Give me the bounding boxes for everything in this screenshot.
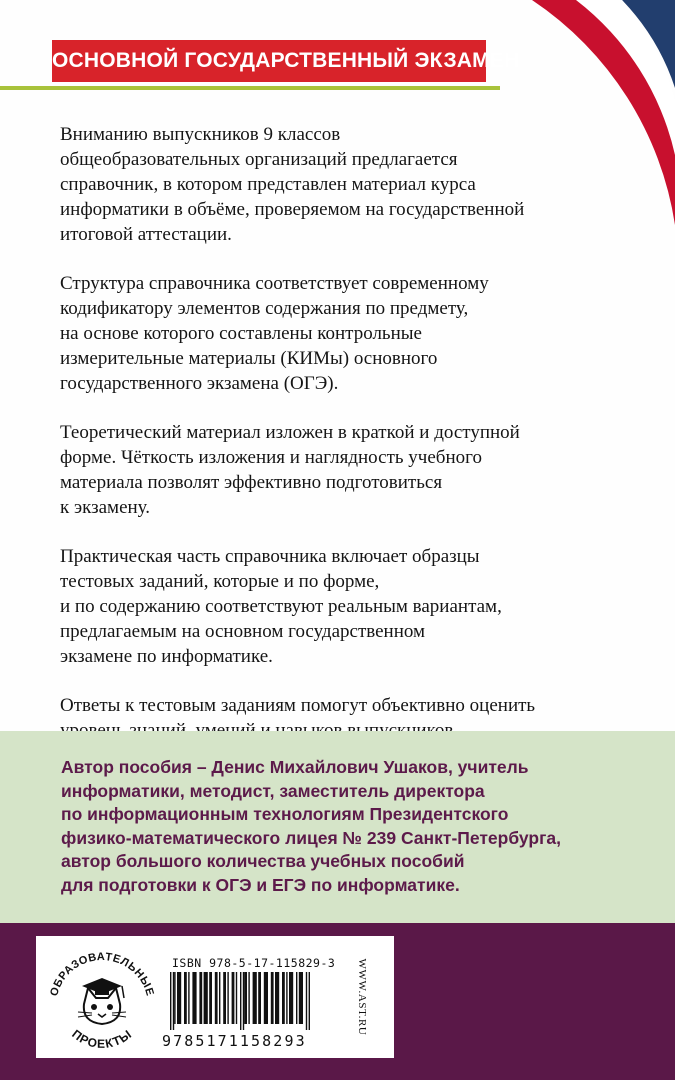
barcode-bar [188, 972, 189, 1024]
barcode-bar [264, 972, 268, 1024]
barcode-bar [184, 972, 187, 1024]
author-panel [0, 731, 675, 923]
barcode-bar [244, 972, 247, 1024]
publisher-logo [42, 942, 162, 1054]
barcode-bar [296, 972, 297, 1024]
barcode-bar [306, 972, 307, 1030]
barcode-bar [177, 972, 181, 1024]
author-bio: Автор пособия – Денис Михайлович Ушаков, учитель информатики, методист, заместитель директора по информационным технологиям Президентского физико-математического лицея № 239 Санкт-Петербурга, автор большого количества учебных пособий для подготовки к ОГЭ и ЕГЭ по информатике. [61, 757, 561, 895]
bottom-band [0, 923, 675, 1080]
barcode-bar [227, 972, 228, 1024]
barcode-bar [223, 972, 226, 1024]
description-paragraph-2: Структура справочника соответствует современному кодификатору элементов содержания по предмету, на основе которого составлены контрольные измерительные материалы (КИМы) основного государственного экзамена (ОГЭ). [60, 273, 489, 394]
barcode-bar [289, 972, 293, 1024]
description-paragraph-3: Теоретический материал изложен в краткой и доступной форме. Чёткость изложения и наглядность учебного материала позволят эффективно подготовиться к экзамену. [60, 422, 520, 518]
barcode-bar [271, 972, 274, 1024]
barcode-bar [309, 972, 310, 1030]
barcode-bar [232, 972, 235, 1024]
barcode-bar [219, 972, 220, 1024]
description-paragraph-1: Вниманию выпускников 9 классов общеобразовательных организаций предлагается справочник, в котором представлен материал курса информатики в объёме, проверяемом на государственной итоговой аттестации. [60, 124, 525, 245]
barcode-bar [204, 972, 208, 1024]
barcode-bar [258, 972, 261, 1024]
barcode-bar [170, 972, 171, 1030]
cat-with-graduation-cap-icon [78, 978, 126, 1024]
barcode-bars [168, 972, 348, 1030]
description-text [60, 122, 605, 767]
barcode-bar [240, 972, 241, 1030]
exam-header-title: ОСНОВНОЙ ГОСУДАРСТВЕННЫЙ ЭКЗАМЕН [52, 49, 520, 72]
isbn-number: ISBN 978-5-17-115829-3 [172, 956, 336, 970]
exam-header-banner [52, 40, 520, 82]
barcode-bar [236, 972, 237, 1024]
publisher-website: WWW.AST.RU [356, 958, 368, 1036]
barcode-bar [282, 972, 285, 1024]
barcode-bar [243, 972, 244, 1030]
header-underline [0, 86, 500, 90]
barcode-bar [248, 972, 249, 1024]
logo-top-text: ОБРАЗОВАТЕЛЬНЫЕ [48, 950, 156, 998]
barcode-bar [173, 972, 174, 1030]
barcode-bar [275, 972, 279, 1024]
barcode-bar [199, 972, 202, 1024]
description-paragraph-4: Практическая часть справочника включает образцы тестовых заданий, которые и по форме, и по содержанию соответствуют реальным вариантам, предлагаемым на основном государственном экзамене по информатике. [60, 546, 502, 667]
barcode-bar [209, 972, 212, 1024]
logo-bottom-text: ПРОЕКТЫ [69, 1026, 135, 1051]
barcode-bar [215, 972, 218, 1024]
description-paragraph-5: Ответы к тестовым заданиям помогут объективно оценить [60, 695, 536, 716]
barcode-bar [192, 972, 196, 1024]
barcode-panel [36, 936, 394, 1058]
barcode-bar [174, 972, 175, 1024]
barcode-bar [299, 972, 303, 1024]
barcode-digits: 9785171158293 [162, 1032, 307, 1050]
barcode-bar [286, 972, 287, 1024]
barcode-bar [253, 972, 257, 1024]
